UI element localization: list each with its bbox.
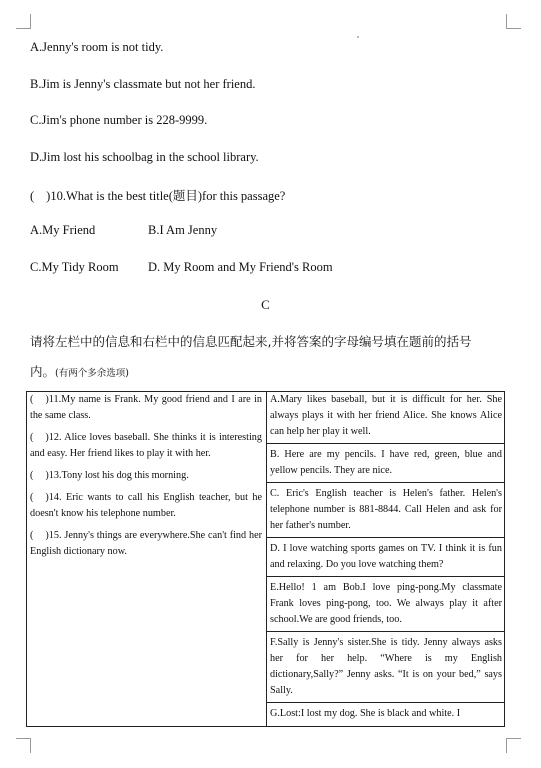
right-item-d: D. I love watching sports games on TV. I think it is fun and relaxing. Do you love watching them? bbox=[266, 541, 505, 577]
crop-mark-bottom-right bbox=[506, 738, 521, 753]
q10-option-a: A.My Friend bbox=[30, 223, 96, 237]
left-item-13 bbox=[30, 468, 262, 484]
q10-option-b: B.I Am Jenny bbox=[148, 223, 218, 237]
right-item-b: B. Here are my pencils. I have red, green, blue and yellow pencils. They are nice. bbox=[266, 447, 505, 483]
q10-option-d: D. My Room and My Friend's Room bbox=[148, 260, 333, 274]
left-item-15-text: )15. Jenny's things are everywhere.She can't find her English dictionary now. bbox=[30, 530, 262, 557]
section-heading: C bbox=[261, 297, 270, 312]
stray-dot bbox=[357, 36, 359, 38]
option-d: D.Jim lost his schoolbag in the school library. bbox=[30, 150, 259, 164]
right-item-g: G.Lost:I lost my dog. She is black and white. I bbox=[270, 708, 461, 719]
right-item-a: A.Mary likes baseball, but it is difficult for her. She always plays it with her friend Alice. She knows Alice can help her play it well. bbox=[266, 392, 505, 444]
answer-blank-13[interactable]: ( bbox=[30, 470, 34, 481]
question-10-text: 10.What is the best title(题目)for this passage? bbox=[50, 189, 286, 203]
answer-blank-14[interactable]: ( bbox=[30, 492, 34, 503]
option-c: C.Jim's phone number is 228-9999. bbox=[30, 113, 208, 127]
answer-blank-12[interactable]: ( bbox=[30, 432, 34, 443]
left-item-12 bbox=[30, 430, 262, 462]
left-column bbox=[30, 392, 262, 566]
left-item-12-text: )12. Alice loves baseball. She thinks it is interesting and easy. Her friend likes to play it with her. bbox=[30, 432, 262, 459]
right-item-f: F.Sally is Jenny's sister.She is tidy. Jenny always asks her for her help. “Where is my English dictionary,Sally?” Jenny asks. “It is on your bed,” says Sally. bbox=[266, 635, 505, 703]
option-a: A.Jenny's room is not tidy. bbox=[30, 40, 164, 54]
left-item-15 bbox=[30, 528, 262, 560]
instruction-line-2-text: 内。 bbox=[30, 364, 56, 379]
option-b: B.Jim is Jenny's classmate but not her friend. bbox=[30, 77, 256, 91]
matching-table bbox=[26, 391, 505, 727]
instruction-line-1: 请将左栏中的信息和右栏中的信息匹配起来,并将答案的字母编号填在题前的括号 bbox=[30, 334, 472, 349]
answer-blank-11[interactable]: ( bbox=[30, 394, 34, 405]
instruction-line-2 bbox=[30, 362, 129, 380]
answer-blank-close: ) bbox=[46, 189, 51, 203]
left-item-11-text: )11.My name is Frank. My good friend and I are in the same class. bbox=[30, 394, 262, 421]
answer-blank-open[interactable]: ( bbox=[30, 189, 35, 203]
left-item-14-text: )14. Eric wants to call his English teacher, but he doesn't know his telephone number. bbox=[30, 492, 262, 519]
left-item-14 bbox=[30, 490, 262, 522]
right-column bbox=[270, 392, 502, 727]
right-item-c: C. Eric's English teacher is Helen's father. Helen's telephone number is 881-8844. Call Helen and ask for her father's number. bbox=[266, 486, 505, 538]
crop-mark-top-left bbox=[16, 14, 31, 29]
left-item-13-text: )13.Tony lost his dog this morning. bbox=[45, 470, 189, 481]
instruction-note: (有两个多余选项) bbox=[55, 368, 129, 379]
q10-option-c: C.My Tidy Room bbox=[30, 260, 119, 274]
crop-mark-top-right bbox=[506, 14, 521, 29]
crop-mark-bottom-left bbox=[16, 738, 31, 753]
answer-blank-15[interactable]: ( bbox=[30, 530, 34, 541]
question-10 bbox=[30, 186, 285, 204]
right-item-e: E.Hello! 1 am Bob.I love ping-pong.My classmate Frank loves ping-pong, too. We always play it after school.We are good friends, too. bbox=[266, 580, 505, 632]
left-item-11 bbox=[30, 392, 262, 424]
